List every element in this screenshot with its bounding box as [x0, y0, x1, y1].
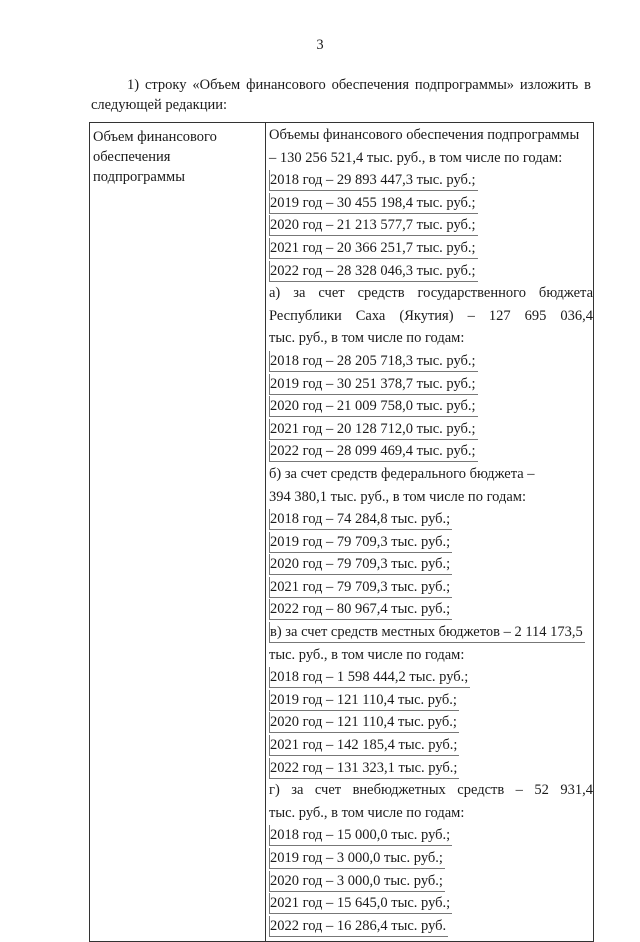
funding-line — [269, 373, 593, 396]
funding-table — [89, 122, 594, 942]
funding-line — [269, 666, 593, 689]
funding-line — [269, 260, 593, 283]
funding-line — [269, 553, 593, 576]
funding-line-text: 2018 год – 74 284,8 тыс. руб.; — [269, 509, 452, 530]
funding-line: Объемы финансового обеспечения подпрограммы — [269, 127, 580, 143]
funding-line-text: 2019 год – 30 455 198,4 тыс. руб.; — [269, 193, 478, 214]
funding-line — [269, 847, 593, 870]
funding-line-text: 2020 год – 79 709,3 тыс. руб.; — [269, 554, 452, 575]
funding-line — [269, 689, 593, 712]
funding-line-text: 2018 год – 29 893 447,3 тыс. руб.; — [269, 170, 478, 191]
funding-line — [269, 214, 593, 237]
funding-line — [269, 169, 593, 192]
funding-line-text: 2018 год – 28 205 718,3 тыс. руб.; — [269, 351, 478, 372]
funding-line-text: 2018 год – 1 598 444,2 тыс. руб.; — [269, 667, 470, 688]
funding-line: г) за счет внебюджетных средств – 52 931,4 — [269, 782, 593, 799]
funding-line-text: 2022 год – 131 323,1 тыс. руб.; — [269, 758, 459, 779]
funding-line — [269, 440, 593, 463]
funding-line: тыс. руб., в том числе по годам: — [269, 646, 465, 663]
funding-line-text: 2020 год – 121 110,4 тыс. руб.; — [269, 712, 459, 733]
funding-line — [269, 915, 593, 938]
funding-line-text: 2021 год – 79 709,3 тыс. руб.; — [269, 577, 452, 598]
funding-line — [269, 350, 593, 373]
funding-line-text: 2018 год – 15 000,0 тыс. руб.; — [269, 825, 452, 846]
funding-line-text: 2019 год – 3 000,0 тыс. руб.; — [269, 848, 445, 869]
funding-line — [269, 237, 593, 260]
funding-line: б) за счет средств федерального бюджета – — [269, 465, 535, 482]
table-row — [90, 123, 594, 942]
funding-line-text: 2020 год – 21 009 758,0 тыс. руб.; — [269, 396, 478, 417]
funding-line-text: 2022 год – 28 099 469,4 тыс. руб.; — [269, 441, 478, 462]
funding-line: – 130 256 521,4 тыс. руб., в том числе по годам: — [269, 149, 563, 166]
funding-line — [269, 508, 593, 531]
funding-line-text: 2022 год – 80 967,4 тыс. руб.; — [269, 599, 452, 620]
funding-line — [269, 734, 593, 757]
funding-line-text: 2021 год – 20 366 251,7 тыс. руб.; — [269, 238, 478, 259]
funding-line — [269, 711, 593, 734]
funding-line — [269, 892, 593, 915]
funding-line-text: 2019 год – 30 251 378,7 тыс. руб.; — [269, 374, 478, 395]
funding-line — [269, 531, 593, 554]
funding-line-text: 2021 год – 142 185,4 тыс. руб.; — [269, 735, 459, 756]
funding-line — [269, 598, 593, 621]
funding-line: тыс. руб., в том числе по годам: — [269, 330, 465, 347]
funding-line — [269, 576, 593, 599]
funding-line-text: 2021 год – 20 128 712,0 тыс. руб.; — [269, 419, 478, 440]
funding-line — [269, 757, 593, 780]
funding-line-text: 2020 год – 21 213 577,7 тыс. руб.; — [269, 215, 478, 236]
funding-line — [269, 192, 593, 215]
funding-line — [269, 870, 593, 893]
funding-line-text: в) за счет средств местных бюджетов – 2 114 173,5 — [269, 622, 585, 643]
funding-line-text: 2019 год – 79 709,3 тыс. руб.; — [269, 532, 452, 553]
funding-line-text: 2021 год – 15 645,0 тыс. руб.; — [269, 893, 452, 914]
row-label: Объем финансового обеспечения подпрограммы — [90, 123, 266, 942]
funding-line — [269, 621, 593, 644]
funding-line — [269, 824, 593, 847]
funding-line: 394 380,1 тыс. руб., в том числе по годам: — [269, 488, 527, 505]
funding-details — [266, 123, 594, 942]
funding-line: а) за счет средств государственного бюджета — [269, 285, 593, 302]
funding-line-text: 2022 год – 16 286,4 тыс. руб. — [269, 916, 448, 937]
funding-line: Республики Саха (Якутия) – 127 695 036,4 — [269, 307, 593, 324]
funding-line — [269, 395, 593, 418]
page-number: 3 — [316, 37, 324, 53]
funding-line-text: 2019 год – 121 110,4 тыс. руб.; — [269, 690, 459, 711]
funding-line-text: 2022 год – 28 328 046,3 тыс. руб.; — [269, 261, 478, 282]
funding-line — [269, 418, 593, 441]
funding-line: тыс. руб., в том числе по годам: — [269, 804, 465, 821]
intro-paragraph: 1) строку «Объем финансового обеспечения подпрограммы» изложить в следующей редакции: — [91, 76, 591, 113]
funding-line-text: 2020 год – 3 000,0 тыс. руб.; — [269, 871, 445, 892]
